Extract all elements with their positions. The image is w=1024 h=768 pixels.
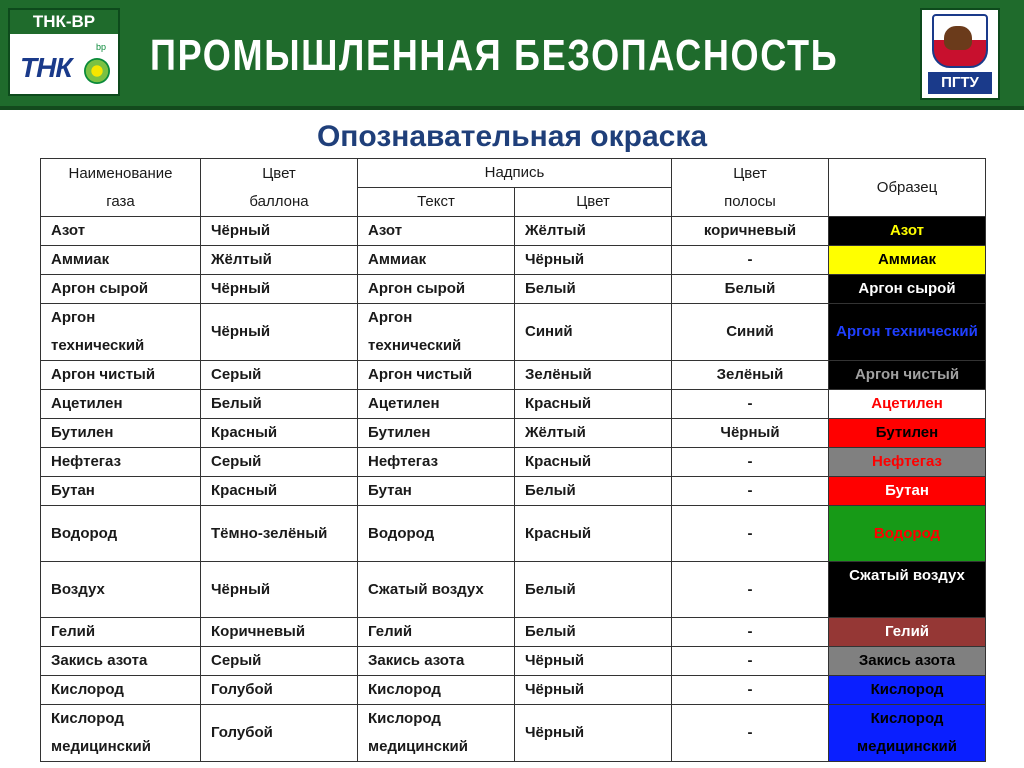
cell-cylinder-color: Жёлтый — [201, 246, 358, 275]
table-row — [41, 477, 986, 506]
cell-cylinder-color: Коричневый — [201, 618, 358, 647]
cell-text-color: Жёлтый — [515, 419, 672, 448]
cell-stripe-color: - — [672, 390, 829, 419]
cell-sample: Закись азота — [829, 647, 986, 676]
cell-stripe-color: Белый — [672, 275, 829, 304]
cell-text: Гелий — [358, 618, 515, 647]
cell-text: Водород — [358, 506, 515, 562]
cell-text-color: Чёрный — [515, 246, 672, 275]
cell-sample: Кислород — [829, 676, 986, 705]
table-row — [41, 361, 986, 390]
cell-text: Бутан — [358, 477, 515, 506]
bear-icon — [944, 26, 972, 50]
cell-text-color: Красный — [515, 506, 672, 562]
cell-stripe-color: - — [672, 448, 829, 477]
logo-left-top: ТНК-ВР — [10, 10, 118, 34]
cell-stripe-color: - — [672, 676, 829, 705]
table-row — [41, 647, 986, 676]
cell-text: Ацетилен — [358, 390, 515, 419]
cell-text-color: Чёрный — [515, 676, 672, 705]
col-stripe-color: Цвет полосы — [672, 159, 829, 217]
cell-cylinder-color: Серый — [201, 647, 358, 676]
banner-title: ПРОМЫШЛЕННАЯ БЕЗОПАСНОСТЬ — [150, 31, 839, 80]
bp-sun-icon — [84, 58, 110, 84]
cell-gas-name: Нефтегаз — [41, 448, 201, 477]
cell-stripe-color: - — [672, 647, 829, 676]
cell-sample: Аргон сырой — [829, 275, 986, 304]
cell-text: Сжатый воздух — [358, 562, 515, 618]
cell-sample: Ацетилен — [829, 390, 986, 419]
cell-text-color: Жёлтый — [515, 217, 672, 246]
pgtu-logo — [920, 8, 1000, 100]
cell-sample: Бутилен — [829, 419, 986, 448]
cell-stripe-color: коричневый — [672, 217, 829, 246]
table-row — [41, 705, 986, 762]
table-header-row — [41, 159, 986, 188]
cell-gas-name: Гелий — [41, 618, 201, 647]
bp-label: bp — [96, 42, 107, 52]
cell-sample: Бутан — [829, 477, 986, 506]
cell-stripe-color: - — [672, 705, 829, 762]
cell-stripe-color: - — [672, 506, 829, 562]
cell-text: Бутилен — [358, 419, 515, 448]
tnk-bp-logo — [8, 8, 120, 96]
cell-cylinder-color: Красный — [201, 477, 358, 506]
table-row — [41, 419, 986, 448]
table-row — [41, 562, 986, 618]
cell-gas-name: Водород — [41, 506, 201, 562]
cell-sample: Нефтегаз — [829, 448, 986, 477]
table-row — [41, 676, 986, 705]
col-gas-name: Наименование газа — [41, 159, 201, 217]
header-banner — [0, 0, 1024, 108]
cell-text-color: Чёрный — [515, 705, 672, 762]
cell-cylinder-color: Голубой — [201, 705, 358, 762]
table-body — [41, 217, 986, 762]
cell-text-color: Белый — [515, 562, 672, 618]
col-sample: Образец — [829, 159, 986, 217]
cell-text-color: Белый — [515, 275, 672, 304]
col-text: Текст — [358, 188, 515, 217]
cell-cylinder-color: Чёрный — [201, 217, 358, 246]
cell-sample: Сжатый воздух — [829, 562, 986, 618]
banner-stripe — [0, 106, 1024, 110]
cell-sample: Кислород медицинский — [829, 705, 986, 762]
cell-stripe-color: Синий — [672, 304, 829, 361]
table-row — [41, 246, 986, 275]
table-row — [41, 275, 986, 304]
col-text-color: Цвет — [515, 188, 672, 217]
page-title: Опознавательная окраска — [316, 120, 708, 153]
cell-text-color: Чёрный — [515, 647, 672, 676]
cell-gas-name: Воздух — [41, 562, 201, 618]
cell-gas-name: Кислород — [41, 676, 201, 705]
cell-text: Кислород медицинский — [358, 705, 515, 762]
cell-text: Азот — [358, 217, 515, 246]
logo-right-text: ПГТУ — [928, 72, 992, 94]
col-cylinder-color: Цвет баллона — [201, 159, 358, 217]
cell-cylinder-color: Тёмно-зелёный — [201, 506, 358, 562]
logo-left-sub: ТНК — [20, 52, 72, 83]
cell-cylinder-color: Голубой — [201, 676, 358, 705]
cell-sample: Азот — [829, 217, 986, 246]
cell-stripe-color: - — [672, 246, 829, 275]
cell-sample: Гелий — [829, 618, 986, 647]
cell-text: Аммиак — [358, 246, 515, 275]
cell-gas-name: Бутан — [41, 477, 201, 506]
cell-gas-name: Аргон сырой — [41, 275, 201, 304]
cell-sample: Аргон технический — [829, 304, 986, 361]
cell-gas-name: Аргон технический — [41, 304, 201, 361]
cell-gas-name: Ацетилен — [41, 390, 201, 419]
cell-stripe-color: Зелёный — [672, 361, 829, 390]
cell-cylinder-color: Серый — [201, 361, 358, 390]
cell-stripe-color: - — [672, 562, 829, 618]
cell-cylinder-color: Чёрный — [201, 562, 358, 618]
cell-gas-name: Бутилен — [41, 419, 201, 448]
table-row — [41, 618, 986, 647]
cell-text-color: Синий — [515, 304, 672, 361]
table-row — [41, 217, 986, 246]
cell-gas-name: Закись азота — [41, 647, 201, 676]
cell-text-color: Белый — [515, 477, 672, 506]
cell-cylinder-color: Белый — [201, 390, 358, 419]
cell-stripe-color: - — [672, 618, 829, 647]
cell-gas-name: Азот — [41, 217, 201, 246]
cell-gas-name: Аргон чистый — [41, 361, 201, 390]
cell-text: Закись азота — [358, 647, 515, 676]
table-row — [41, 506, 986, 562]
table-row — [41, 390, 986, 419]
cell-sample: Водород — [829, 506, 986, 562]
cell-text-color: Красный — [515, 390, 672, 419]
cell-text: Аргон сырой — [358, 275, 515, 304]
table-row — [41, 304, 986, 361]
cell-cylinder-color: Чёрный — [201, 304, 358, 361]
cell-gas-name: Кислород медицинский — [41, 705, 201, 762]
cell-text: Нефтегаз — [358, 448, 515, 477]
cell-stripe-color: Чёрный — [672, 419, 829, 448]
cell-cylinder-color: Красный — [201, 419, 358, 448]
cell-sample: Аргон чистый — [829, 361, 986, 390]
cell-sample: Аммиак — [829, 246, 986, 275]
table-row — [41, 448, 986, 477]
cell-cylinder-color: Чёрный — [201, 275, 358, 304]
cell-text: Аргон технический — [358, 304, 515, 361]
gas-color-table — [40, 158, 986, 762]
cell-text-color: Белый — [515, 618, 672, 647]
cell-gas-name: Аммиак — [41, 246, 201, 275]
cell-cylinder-color: Серый — [201, 448, 358, 477]
col-inscription: Надпись — [358, 159, 672, 188]
cell-text: Кислород — [358, 676, 515, 705]
cell-text-color: Зелёный — [515, 361, 672, 390]
cell-stripe-color: - — [672, 477, 829, 506]
cell-text: Аргон чистый — [358, 361, 515, 390]
cell-text-color: Красный — [515, 448, 672, 477]
